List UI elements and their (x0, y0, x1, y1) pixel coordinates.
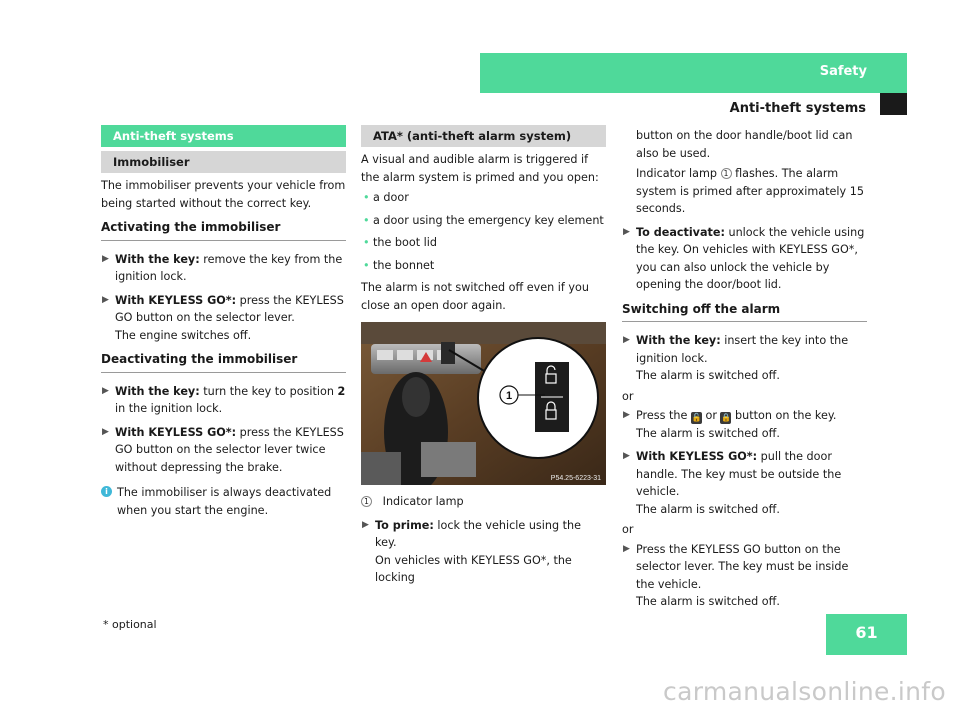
immobiliser-intro: The immobiliser prevents your vehicle from being started without the correct key. (101, 179, 346, 210)
arrow-icon: ▶ (623, 451, 630, 461)
step-prime-cont: On vehicles with KEYLESS GO*, the locking (375, 553, 572, 584)
arrow-icon: ▶ (623, 410, 630, 420)
subsection-bar: Immobiliser (101, 151, 346, 173)
alarm-note: The alarm is not switched off even if you close an open door again. (361, 281, 589, 312)
section-tab (480, 53, 907, 93)
list-item: • a door using the emergency key element (361, 212, 606, 230)
step-prime: ▶ To prime: lock the vehicle using the key. (362, 518, 581, 549)
step-activate-key: ▶ With the key: remove the key from the ignition lock. (102, 252, 343, 283)
prime-cont: button on the door handle/boot lid can also be used. (636, 129, 853, 160)
indicator-lamp-note: Indicator lamp 1 flashes. The alarm system is primed after approximately 15 seconds. (636, 167, 864, 215)
arrow-icon: ▶ (102, 294, 109, 305)
info-icon: i (101, 486, 112, 497)
arrow-icon: ▶ (623, 335, 630, 345)
step-deactivate: ▶ To deactivate: unlock the vehicle using the key. On vehicles with KEYLESS GO*, you can also unlock the vehicle by opening the door/boot lid. (623, 225, 865, 291)
step-switch-keyless: ▶ With KEYLESS GO*: pull the door handle. The key must be outside the vehicle. (623, 450, 842, 498)
callout-number: 1 (505, 390, 513, 402)
page-title: Anti-theft systems (729, 101, 866, 116)
callout-badge: 1 (721, 168, 732, 179)
arrow-icon: ▶ (102, 426, 109, 437)
info-note: i The immobiliser is always deactivated when you start the engine. (101, 484, 346, 519)
list-item: • the bonnet (361, 257, 606, 275)
console-photo (361, 322, 606, 485)
callout-badge: 1 (361, 496, 372, 507)
header-marker (880, 93, 907, 115)
column-3 (622, 127, 867, 611)
list-item: • a door (361, 189, 606, 207)
section-bar: Anti-theft systems (101, 125, 346, 147)
step-result: The engine switches off. (115, 328, 252, 342)
page-number: 61 (855, 623, 878, 642)
unlock-icon: 🔓 (691, 413, 702, 422)
step-switch-key: ▶ With the key: insert the key into the ignition lock. (623, 334, 849, 365)
step-deactivate-keyless: ▶ With KEYLESS GO*: press the KEYLESS GO button on the selector lever twice without depressing the brake. (102, 425, 344, 474)
step-result: The alarm is switched off. (636, 426, 780, 440)
arrow-icon: ▶ (102, 253, 109, 264)
alarm-intro: A visual and audible alarm is triggered if the alarm system is primed and you open: (361, 153, 599, 184)
heading-deactivating: Deactivating the immobiliser (101, 351, 346, 373)
watermark: carmanualsonline.info (663, 677, 946, 706)
arrow-icon: ▶ (362, 519, 369, 530)
list-item: • the boot lid (361, 234, 606, 252)
or-text: or (622, 523, 634, 536)
heading-activating: Activating the immobiliser (101, 219, 346, 241)
or-text: or (622, 389, 634, 403)
step-switch-buttons: ▶ Press the 🔓 or 🔒 button on the key. (622, 407, 867, 425)
step-deactivate-key: ▶ With the key: turn the key to position 2 in the ignition lock. (102, 384, 346, 415)
step-switch-selector: ▶ Press the KEYLESS GO button on the selector lever. The key must be inside the vehicle. (623, 542, 849, 591)
step-result: The alarm is switched off. (636, 595, 780, 608)
arrow-icon: ▶ (623, 226, 630, 237)
photo-caption: 1 Indicator lamp (361, 493, 606, 511)
arrow-icon: ▶ (102, 385, 109, 396)
console-illustration (361, 322, 606, 485)
footnote: * optional (103, 618, 157, 631)
step-result: The alarm is switched off. (636, 369, 780, 382)
subsection-bar: ATA* (anti-theft alarm system) (361, 125, 606, 147)
heading-switching-off: Switching off the alarm (622, 301, 867, 323)
lock-icon: 🔒 (721, 413, 731, 422)
column-2 (361, 125, 606, 587)
step-result: The alarm is switched off. (636, 502, 780, 516)
column-1 (101, 125, 346, 519)
photo-code: P54.25-6223-31 (550, 475, 601, 482)
step-activate-keyless: ▶ With KEYLESS GO*: press the KEYLESS GO button on the selector lever. (102, 293, 344, 324)
page-number-box (826, 614, 907, 655)
arrow-icon: ▶ (623, 543, 630, 554)
section-tab-label: Safety (819, 64, 867, 79)
